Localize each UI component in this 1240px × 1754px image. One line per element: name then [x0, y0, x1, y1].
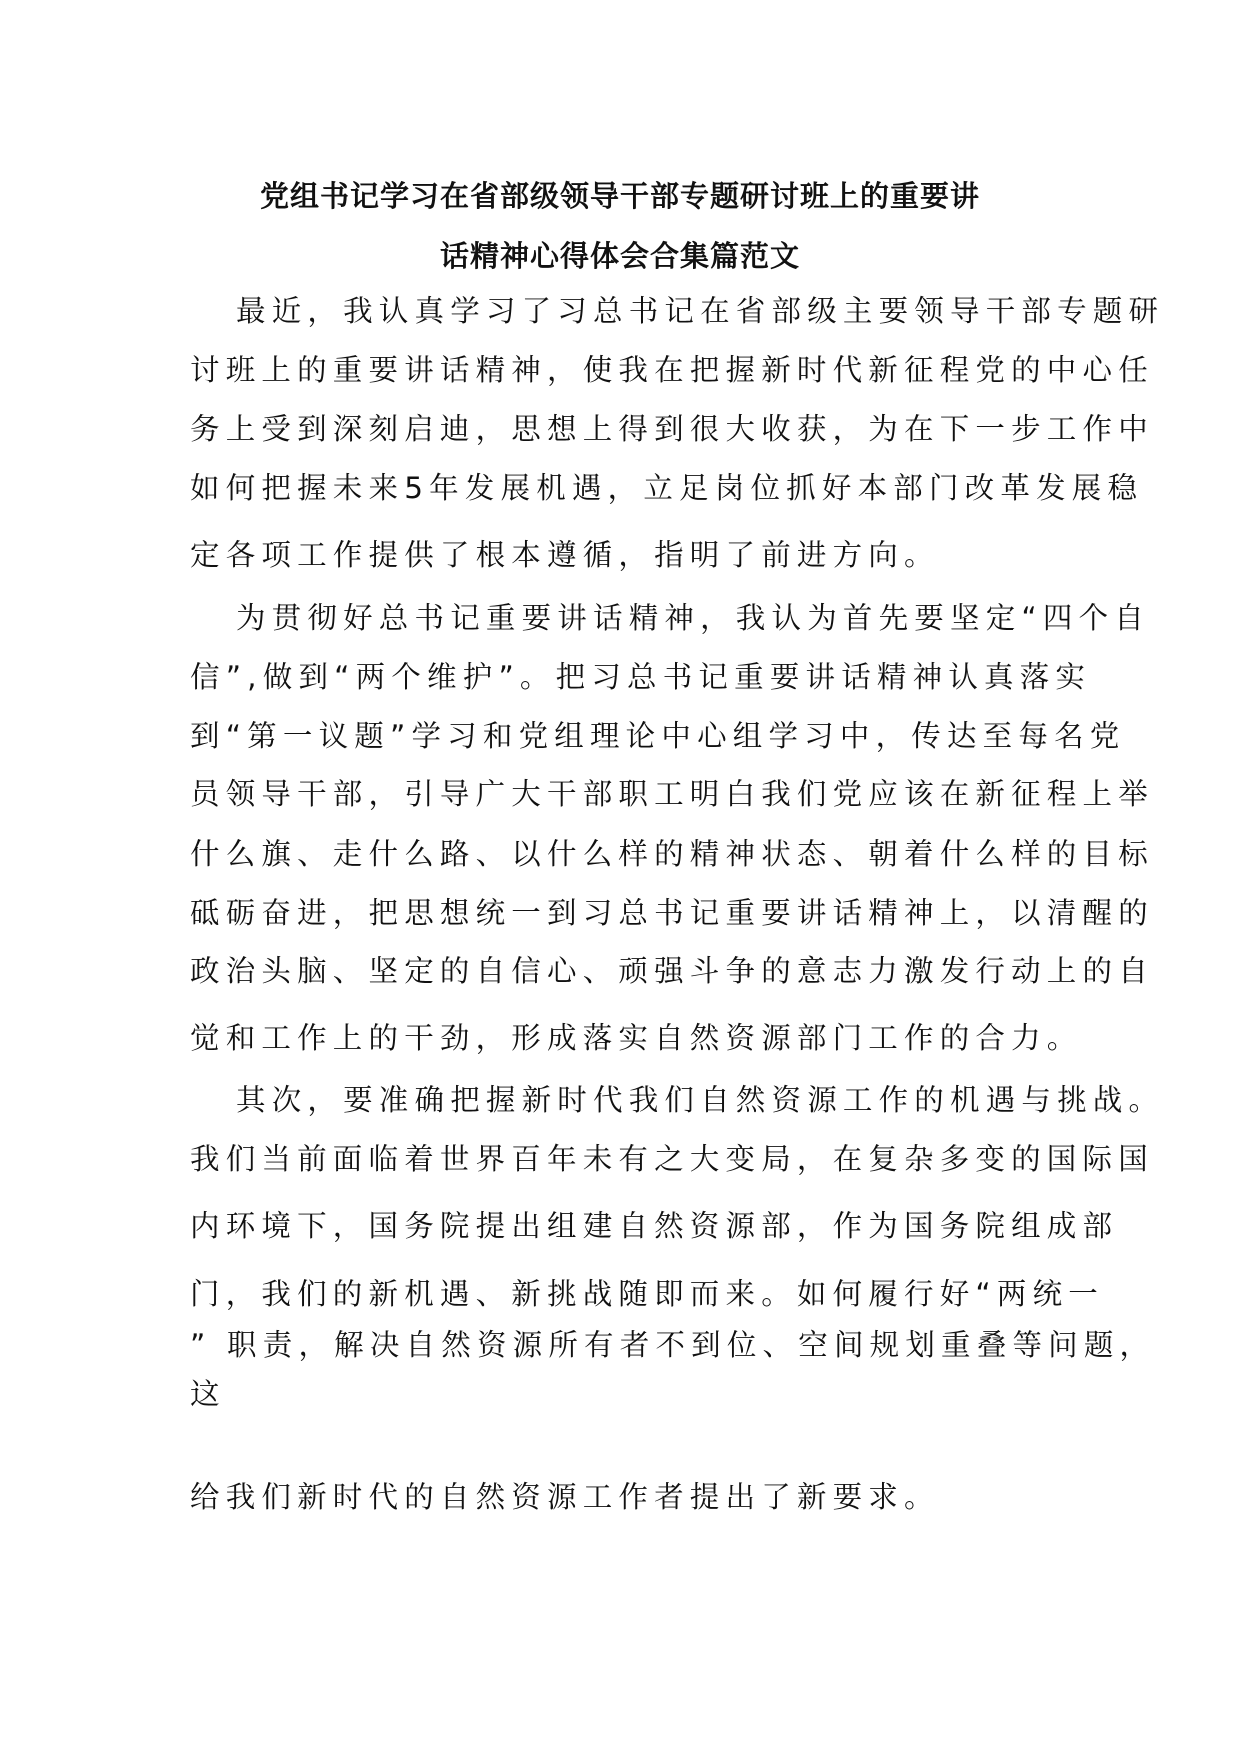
paragraph-3-line-3: 内环境下，国务院提出组建自然资源部，作为国务院组成部 [190, 1209, 1119, 1243]
paragraph-3-line-1: 其次，要准确把握新时代我们自然资源工作的机遇与挑战。 [236, 1083, 1165, 1117]
paragraph-2-line-2: 信”,做到“两个维护”。把习总书记重要讲话精神认真落实 [190, 660, 1092, 694]
paragraph-3-line-4: 门，我们的新机遇、新挑战随即而来。如何履行好“两统一 [190, 1277, 1104, 1311]
paragraph-1-line-3: 务上受到深刻启迪，思想上得到很大收获，为在下一步工作中 [190, 412, 1154, 446]
paragraph-1-line-1: 最近，我认真学习了习总书记在省部级主要领导干部专题研 [236, 294, 1165, 328]
paragraph-2-line-6: 砥砺奋进，把思想统一到习总书记重要讲话精神上，以清醒的 [190, 896, 1154, 930]
paragraph-2-line-7: 政治头脑、坚定的自信心、顽强斗争的意志力激发行动上的自 [190, 954, 1154, 988]
paragraph-1-line-5: 定各项工作提供了根本遵循，指明了前进方向。 [190, 538, 940, 572]
paragraph-1-line-4: 如何把握未来5年发展机遇，立足岗位抓好本部门改革发展稳 [190, 471, 1144, 505]
paragraph-3-line-7: 给我们新时代的自然资源工作者提出了新要求。 [190, 1480, 940, 1514]
document-title-line-2: 话精神心得体会合集篇范文 [439, 239, 800, 273]
paragraph-2-line-8: 觉和工作上的干劲，形成落实自然资源部门工作的合力。 [190, 1021, 1083, 1055]
paragraph-2-line-3: 到“第一议题”学习和党组理论中心组学习中，传达至每名党 [190, 719, 1126, 753]
paragraph-3-line-6: 这 [190, 1377, 226, 1411]
paragraph-2-line-5: 什么旗、走什么路、以什么样的精神状态、朝着什么样的目标 [190, 837, 1154, 871]
paragraph-2-line-4: 员领导干部，引导广大干部职工明白我们党应该在新征程上举 [190, 777, 1154, 811]
paragraph-2-line-1: 为贯彻好总书记重要讲话精神，我认为首先要坚定“四个自 [236, 601, 1150, 635]
paragraph-3-line-2: 我们当前面临着世界百年未有之大变局，在复杂多变的国际国 [190, 1142, 1154, 1176]
paragraph-3-line-5: ” 职责，解决自然资源所有者不到位、空间规划重叠等问题， [190, 1328, 1156, 1362]
document-title-line-1: 党组书记学习在省部级领导干部专题研讨班上的重要讲 [259, 179, 980, 213]
paragraph-1-line-2: 讨班上的重要讲话精神，使我在把握新时代新征程党的中心任 [190, 353, 1154, 387]
